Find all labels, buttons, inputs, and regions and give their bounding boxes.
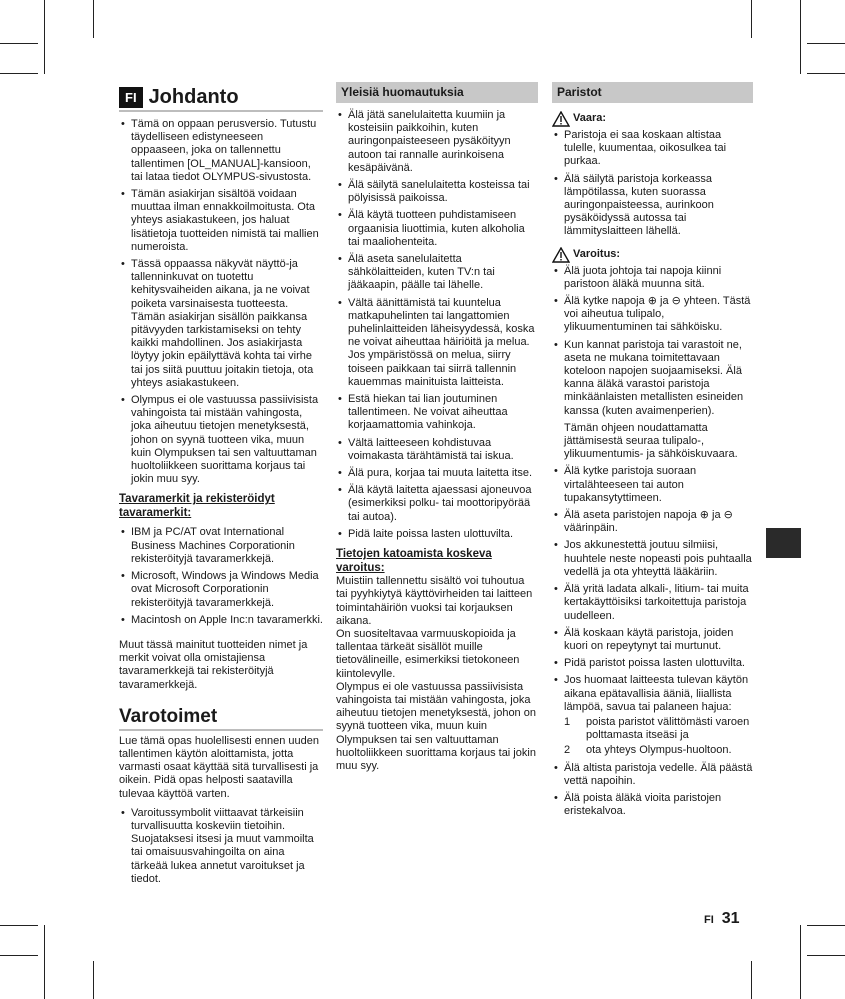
warning-heading — [552, 247, 753, 263]
crop-mark — [751, 961, 752, 999]
crop-mark — [807, 73, 845, 74]
steps-list — [564, 716, 753, 758]
list-item: • Älä yritä ladata alkali-, litium- tai muita kertakäyttöisiksi tarkoitettuja paristoja uudelleen. — [552, 583, 753, 623]
step-number: 2 — [564, 744, 571, 757]
list-item: • Älä poista äläkä vioita paristojen eristekalvoa. — [552, 792, 753, 818]
list-item: • Estä hiekan tai lian joutuminen tallentimeen. Ne voivat aiheuttaa korjaamattomia vahinkoja. — [336, 393, 538, 433]
list-item: • Älä käytä tuotteen puhdistamiseen orgaanisia liuottimia, kuten alkoholia tai maaliohenteita. — [336, 209, 538, 249]
list-item: • IBM ja PC/AT ovat International Business Machines Corporationin rekisteröityjä tavaramerkkejä. — [119, 526, 323, 566]
data-loss-paragraph: On suositeltavaa varmuuskopioida ja tallentaa tärkeät sisällöt muille tietovälineille, esimerkiksi tietokoneen kiintolevylle. — [336, 627, 520, 680]
list-item: • Älä säilytä sanelulaitetta kosteissa tai pölyisissä paikoissa. — [336, 179, 538, 205]
crop-mark — [0, 43, 38, 44]
step-item — [564, 744, 753, 757]
list-item: • Älä kytke paristoja suoraan virtalähteeseen tai auton tupakansytyttimeen. — [552, 465, 753, 505]
step-number: 1 — [564, 715, 571, 728]
crop-mark — [800, 0, 801, 74]
crop-mark — [0, 925, 38, 926]
trademark-list — [119, 526, 323, 626]
crop-mark — [93, 961, 94, 999]
list-item-text: Jos huomaat laitteesta tulevan käytön aikana epätavallisia ääniä, liiallista lämpöä, savua tai palaneen hajua: — [564, 674, 749, 713]
list-item: • Macintosh on Apple Inc:n tavaramerkki. — [119, 614, 323, 627]
column-batteries — [552, 82, 753, 822]
trademarks-heading: Tavaramerkit ja rekisteröidyt tavaramerkit: — [119, 493, 275, 520]
list-item: • Jos akkunestettä joutuu silmiisi, huuhtele neste nopeasti pois puhtaalla vedellä ja ota yhteyttä lääkäriin. — [552, 539, 753, 579]
crop-mark — [44, 0, 45, 74]
page-title — [119, 85, 323, 112]
list-item: • Älä koskaan käytä paristoja, joiden kuori on repeytynyt tai murtunut. — [552, 627, 753, 653]
data-loss-heading: Tietojen katoamista koskeva varoitus: — [336, 548, 492, 575]
page-number: 31 — [721, 910, 740, 927]
data-loss-paragraph: Muistiin tallennettu sisältö voi tuhoutua tai pyyhkiytyä käyttövirheiden tai laitteen toimintahäiriön vuoksi tai korjauksen aikana. — [336, 575, 533, 627]
danger-list — [552, 129, 753, 239]
crop-mark — [0, 955, 38, 956]
crop-mark — [44, 925, 45, 999]
language-badge: FI — [119, 87, 143, 108]
general-notes-list — [336, 109, 538, 541]
list-item: • Älä käytä laitetta ajaessasi ajoneuvoa (esimerkiksi polku- tai moottoripyörää tai autoa). — [336, 484, 538, 524]
crop-mark — [800, 925, 801, 999]
crop-mark — [93, 0, 94, 38]
crop-mark — [807, 955, 845, 956]
list-item: • Pidä laite poissa lasten ulottuvilta. — [336, 528, 538, 541]
step-text: poista paristot välittömästi varoen polttamasta itseäsi ja — [586, 715, 750, 742]
list-item: • Tämä on oppaan perusversio. Tutustu täydelliseen edistyneeseen oppaaseen, joka on tallennettu tallentimen [OL_MANUAL]-kansioon, tai lataa tiedot OLYMPUS-sivustosta. — [119, 118, 323, 184]
list-item: • Älä aseta paristojen napoja ⊕ ja ⊖ väärinpäin. — [552, 509, 753, 535]
page-footer — [704, 910, 740, 928]
warning-list — [552, 265, 753, 819]
varotoimet-intro: Lue tämä opas huolellisesti ennen uuden tallentimen käytön aloittamista, jotta varmasti osaat käyttää sitä turvallisesti ja oikein. Pidä opas helposti saatavilla tulevaa käyttöä varten. — [119, 734, 319, 800]
crop-mark — [0, 73, 38, 74]
danger-label: Vaara: — [573, 112, 607, 125]
data-loss-paragraph: Olympus ei ole vastuussa passiivisista vahingoista tai mistään vahingosta, joka aiheutuu tietojen menetyksestä, johon on syynä tuotteen vika, muun kuin Olympuksen tai sen valtuuttaman huoltoliikkeen suorittama korjaus tai jokin muu syy. — [336, 680, 536, 772]
list-item: • Vältä äänittämistä tai kuuntelua matkapuhelinten tai langattomien puhelinlaitteiden läheisyydessä, koska ne voivat aiheuttaa häiriöitä ja melua. Jos ympäristössä on melua, siirry toiseen paikkaan tai siirrä tallennin kauemmas mainituista laitteista. — [336, 297, 538, 389]
list-item: • Älä säilytä paristoja korkeassa lämpötilassa, kuten suorassa auringonpaisteessa, aurinkoon pysäköidyssä autossa tai lämmityslaitteen lähellä. — [552, 173, 753, 239]
warning-label: Varoitus: — [573, 248, 621, 261]
list-item — [552, 674, 753, 757]
footer-language: FI — [704, 914, 714, 926]
title-johdanto: Johdanto — [148, 86, 239, 108]
crop-mark — [751, 0, 752, 38]
list-item: • Älä pura, korjaa tai muuta laitetta itse. — [336, 467, 538, 480]
step-text: ota yhteys Olympus-huoltoon. — [586, 744, 732, 757]
list-item: • Microsoft, Windows ja Windows Media ovat Microsoft Corporationin rekisteröityjä tavaramerkkejä. — [119, 570, 323, 610]
carry-continuation: Tämän ohjeen noudattamatta jättämisestä seuraa tulipalo-, ylikuumentumis- ja sähköiskuvaara. — [564, 421, 738, 461]
list-item: • Älä aseta sanelulaitetta sähkölaitteiden, kuten TV:n tai jääkaapin, päälle tai lähelle. — [336, 253, 538, 293]
list-item: • Tämän asiakirjan sisältöä voidaan muuttaa ilman ennakkoilmoitusta. Ota yhteys asiakastukeen, jos haluat lisätietoja tuotteiden nimistä tai mallien numeroista. — [119, 188, 323, 254]
varotoimet-list — [119, 807, 323, 886]
list-item: • Älä kytke napoja ⊕ ja ⊖ yhteen. Tästä voi aiheutua tulipalo, ylikuumentuminen tai sähköisku. — [552, 295, 753, 335]
list-item-text: Kun kannat paristoja tai varastoit ne, aseta ne mukana toimitettavaan koteloon napojen suojaamiseksi. Älä kanna äläkä varastoi paristoja minkäänlaisten metallisten esineiden kanssa (kuten avaimenperien). — [564, 338, 744, 417]
warning-triangle-icon — [552, 247, 570, 263]
list-item: • Paristoja ei saa koskaan altistaa tulelle, kuumentaa, oikosulkea tai purkaa. — [552, 129, 753, 169]
list-item: • Älä altista paristoja vedelle. Älä päästä vettä napoihin. — [552, 762, 753, 788]
list-item: • Tässä oppaassa näkyvät näyttö-ja tallenninkuvat on tuotettu kehitysvaiheiden aikana, ja ne voivat poiketa varsinaisesta tuotteesta. Tämän asiakirjan sisällön paikkansa pitävyyden tarkistamiseksi on tehty kaikki mahdollinen. Jos asiakirjasta löytyy jokin epäilyttävä kohta tai virhe tai jos siitä puuttuu joitakin tietoja, ota yhteys asiakastukeen. — [119, 258, 323, 390]
list-item: • Pidä paristot poissa lasten ulottuvilta. — [552, 657, 753, 670]
step-item — [564, 716, 753, 742]
column-general-notes — [336, 82, 538, 773]
list-item — [552, 339, 753, 462]
danger-heading — [552, 111, 753, 127]
other-trademarks-text: Muut tässä mainitut tuotteiden nimet ja merkit voivat olla omistajiensa tavaramerkkejä tai rekisteröityjä tavaramerkkejä. — [119, 638, 308, 691]
list-item: • Älä juota johtoja tai napoja kiinni paristoon äläkä muunna sitä. — [552, 265, 753, 291]
section-band-general: Yleisiä huomautuksia — [336, 82, 538, 103]
list-item: • Älä jätä sanelulaitetta kuumiin ja kosteisiin paikkoihin, kuten auringonpaisteeseen pysäköityyn autoon tai rannalle aurinkoisena kesäpäivänä. — [336, 109, 538, 175]
list-item: • Vältä laitteeseen kohdistuvaa voimakasta tärähtämistä tai iskua. — [336, 437, 538, 463]
crop-mark — [807, 925, 845, 926]
warning-triangle-icon — [552, 111, 570, 127]
list-item: • Olympus ei ole vastuussa passiivisista vahingoista tai mistään vahingosta, joka aiheutuu tietojen menetyksestä, johon on syynä tuotteen vika, muun kuin Olympuksen tai sen valtuuttaman huoltoliikkeen suorittama korjaus tai jokin muu syy. — [119, 394, 323, 486]
crop-mark — [807, 43, 845, 44]
section-band-batteries: Paristot — [552, 82, 753, 103]
section-title-varotoimet: Varotoimet — [119, 706, 323, 731]
intro-list — [119, 118, 323, 486]
column-intro — [119, 82, 323, 890]
list-item: • Varoitussymbolit viittaavat tärkeisiin turvallisuutta koskeviin tietoihin. Suojataksesi itsesi ja muut vammoilta tai omaisuusvahingoilta on aina tärkeää lukea annetut varoitukset ja tiedot. — [119, 807, 323, 886]
chapter-tab — [766, 528, 801, 558]
